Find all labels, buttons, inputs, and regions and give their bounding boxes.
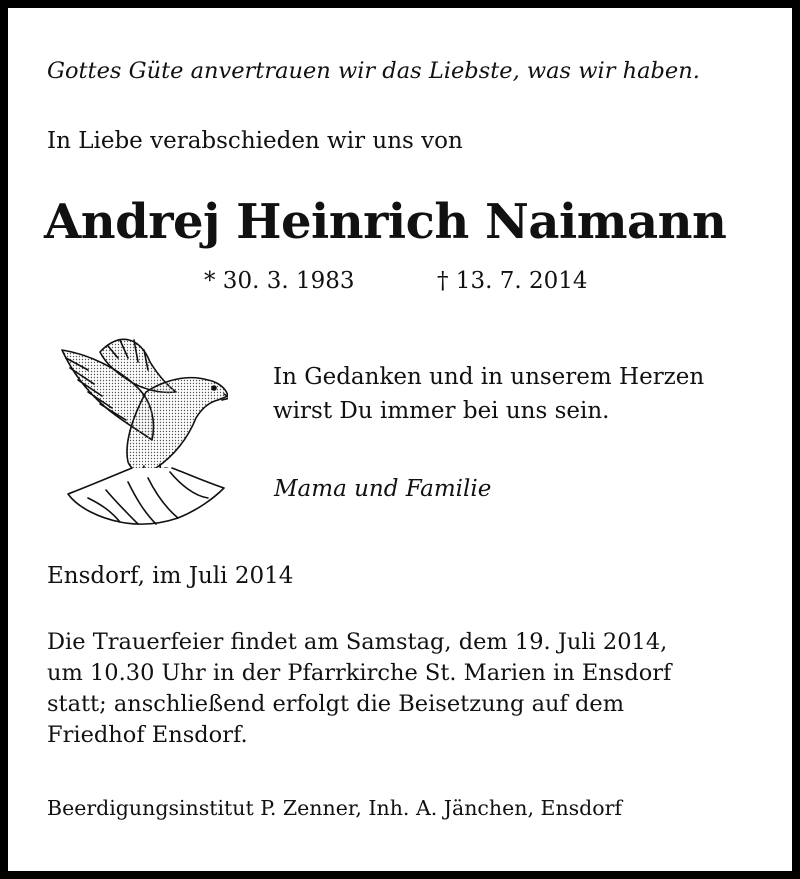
life-dates: [8, 270, 792, 300]
funeral-line: Friedhof Ensdorf.: [47, 722, 248, 748]
funeral-line: Die Trauerfeier findet am Samstag, dem 19. Juli 2014,: [47, 629, 668, 655]
signature: Mama und Familie: [274, 476, 492, 502]
undertaker: Beerdigungsinstitut P. Zenner, Inh. A. Jänchen, Ensdorf: [47, 796, 623, 820]
deceased-name: Andrej Heinrich Naimann: [44, 194, 727, 250]
funeral-line: statt; anschließend erfolgt die Beisetzung auf dem: [47, 691, 625, 717]
death-date: † 13. 7. 2014: [437, 268, 588, 294]
verse: [273, 360, 704, 428]
birth-date: * 30. 3. 1983: [204, 268, 355, 294]
funeral-info: [47, 627, 671, 751]
obituary-notice: [8, 8, 792, 871]
place-date: Ensdorf, im Juli 2014: [47, 563, 294, 589]
intro-line: In Liebe verabschieden wir uns von: [47, 128, 463, 154]
verse-line: wirst Du immer bei uns sein.: [273, 398, 610, 424]
funeral-line: um 10.30 Uhr in der Pfarrkirche St. Marien in Ensdorf: [47, 660, 672, 686]
verse-line: In Gedanken und in unserem Herzen: [273, 364, 705, 390]
dove-icon: [48, 322, 228, 532]
motto: Gottes Güte anvertrauen wir das Liebste, was wir haben.: [47, 58, 700, 84]
